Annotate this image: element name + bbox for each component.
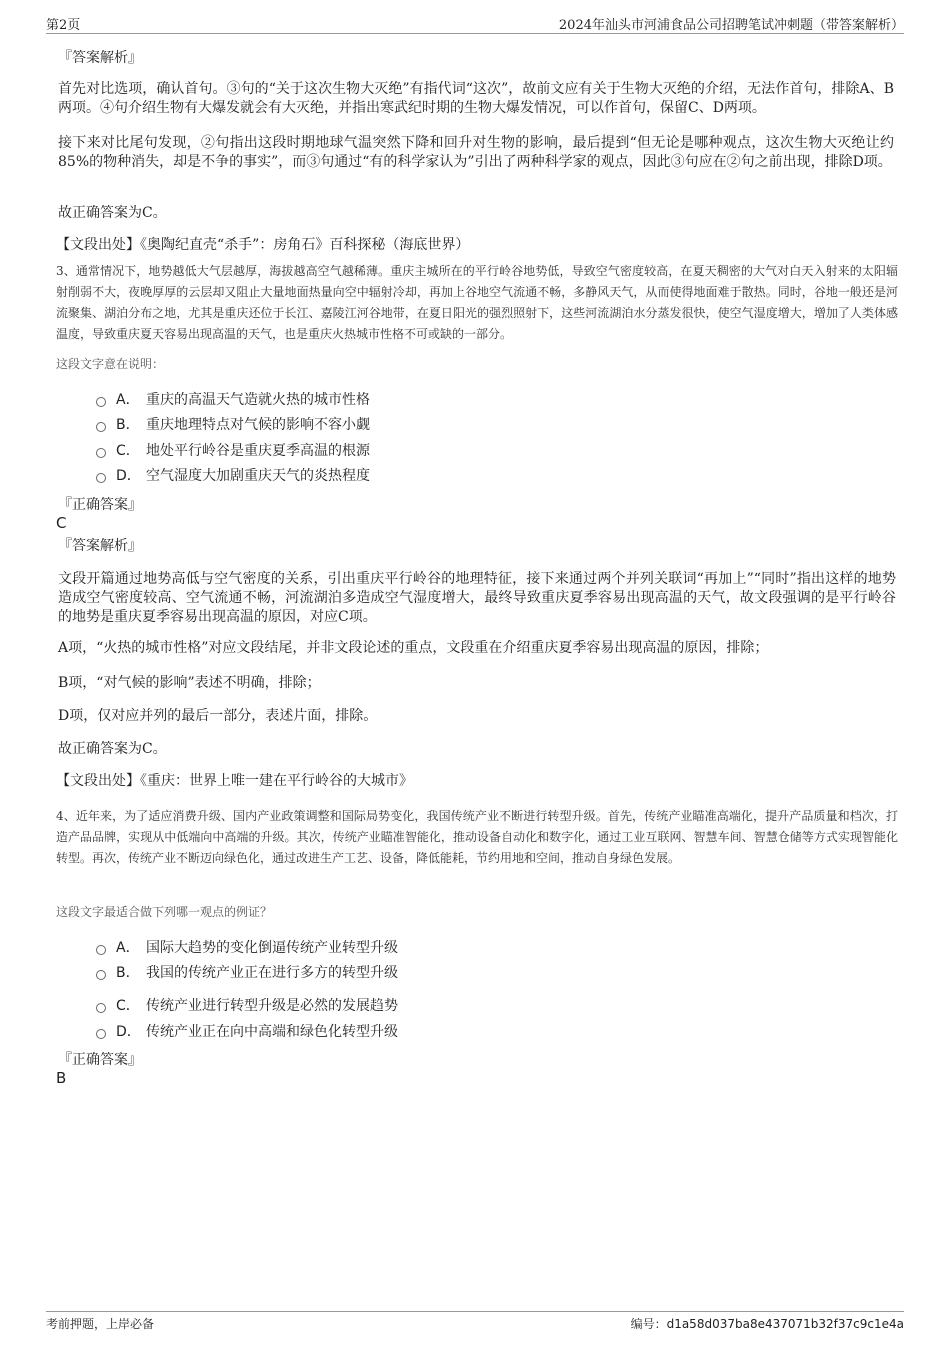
option-key: A． (116, 940, 140, 956)
q3-option-a[interactable] (96, 389, 370, 411)
q2-analysis-p2: 接下来对比尾句发现，②句指出这段时期地球气温突然下降和回升对生物的影响，最后提到“但无论是哪种观点，这次生物大灭绝让约85%的物种消失，却是不争的事实”，而③句通过“有的科学家认为”引出了两种科学家的观点，因此③句应在②句之前出现，排除D项。 (58, 135, 894, 170)
option-text: 地处平行岭谷是重庆夏季高温的根源 (146, 443, 370, 459)
q3-answer: C (56, 514, 67, 532)
radio-icon[interactable] (96, 1003, 106, 1013)
q2-analysis-label: 『答案解析』 (58, 50, 142, 66)
q4-option-c[interactable] (96, 995, 398, 1017)
option-key: C． (116, 443, 140, 459)
option-text: 我国的传统产业正在进行多方的转型升级 (146, 965, 398, 981)
q2-conclusion: 故正确答案为C。 (58, 205, 167, 221)
q2-analysis-p1: 首先对比选项，确认首句。③句的“关于这次生物大灭绝”有指代词“这次”，故前文应有关于生物大灭绝的介绍，无法作首句，排除A、B两项。④句介绍生物有大爆发就会有大灭绝，并指出寒武纪时期的生物大爆发情况，可以作首句，保留C、D两项。 (58, 81, 894, 116)
option-text: 重庆地理特点对气候的影响不容小觑 (146, 417, 370, 433)
q4-question-text: 4、近年来，为了适应消费升级、国内产业政策调整和国际局势变化，我国传统产业不断进行转型升级。首先，传统产业瞄准高端化，提升产品质量和档次，打造产品品牌，实现从中低端向中高端的升级。其次，传统产业瞄准智能化，推动设备自动化和数字化，通过工业互联网、智慧车间、智慧仓储等方式实现智能化转型。再次，传统产业不断迈向绿色化，通过改进生产工艺、设备，降低能耗，节约用地和空间，推动自身绿色发展。 (56, 809, 898, 865)
option-key: A． (116, 392, 140, 408)
q4-answer: B (56, 1069, 67, 1087)
option-text: 传统产业进行转型升级是必然的发展趋势 (146, 998, 398, 1014)
q4-option-d[interactable] (96, 1021, 398, 1043)
radio-icon[interactable] (96, 970, 106, 980)
q3-analysis-p3: B项，“对气候的影响”表述不明确，排除； (58, 675, 321, 691)
q3-question-text: 3、通常情况下，地势越低大气层越厚，海拔越高空气越稀薄。重庆主城所在的平行岭谷地势低，导致空气密度较高，在夏天稠密的大气对白天入射来的太阳辐射削弱不大，夜晚厚厚的云层却又阻止大量地面热量向空中辐射冷却，再加上谷地空气流通不畅，多静风天气，从而使得地面难于散热。同时，谷地一般还是河流聚集、湖泊分布之地，尤其是重庆还位于长江、嘉陵江河谷地带，在夏日阳光的强烈照射下，这些河流湖泊水分蒸发很快，使空气湿度增大，增加了人类体感温度，导致重庆夏天容易出现高温的天气，也是重庆火热城市性格不可或缺的一部分。 (56, 264, 898, 341)
q4-answer-label: 『正确答案』 (58, 1052, 142, 1068)
q3-answer-label: 『正确答案』 (58, 497, 142, 513)
radio-icon[interactable] (96, 945, 106, 955)
radio-icon[interactable] (96, 473, 106, 483)
q4-option-a[interactable] (96, 937, 398, 959)
q3-analysis-label: 『答案解析』 (58, 538, 142, 554)
q2-source: 【文段出处】《奥陶纪直壳“杀手”：房角石》百科探秘（海底世界） (56, 237, 470, 253)
option-key: C． (116, 998, 140, 1014)
q3-option-d[interactable] (96, 465, 370, 487)
q3-option-b[interactable] (96, 414, 370, 436)
option-key: B． (116, 417, 140, 433)
footer-slogan: 考前押题，上岸必备 (46, 1317, 155, 1331)
q3-analysis-p4: D项，仅对应并列的最后一部分，表述片面，排除。 (58, 708, 378, 724)
q3-analysis-p2: A项，“火热的城市性格”对应文段结尾，并非文段论述的重点，文段重在介绍重庆夏季容易出现高温的原因，排除； (58, 640, 769, 656)
option-text: 国际大趋势的变化倒逼传统产业转型升级 (146, 940, 398, 956)
radio-icon[interactable] (96, 1029, 106, 1039)
q3-conclusion: 故正确答案为C。 (58, 741, 167, 757)
page-number: 第2页 (46, 18, 81, 33)
document-title: 2024年汕头市河浦食品公司招聘笔试冲刺题（带答案解析） (558, 18, 904, 33)
document-id-label: 编号： (630, 1317, 667, 1331)
option-text: 空气湿度大加剧重庆天气的炎热程度 (146, 468, 370, 484)
option-key: D． (116, 468, 141, 484)
option-key: B． (116, 965, 140, 981)
q3-analysis-p1: 文段开篇通过地势高低与空气密度的关系，引出重庆平行岭谷的地理特征，接下来通过两个并列关联词“再加上”“同时”指出这样的地势造成空气密度较高、空气流通不畅，河流湖泊多造成空气湿度增大，最终导致重庆夏季容易出现高温的天气，故文段强调的是平行岭谷的地势是重庆夏季容易出现高温的原因，对应C项。 (58, 571, 896, 625)
page-header (46, 14, 904, 34)
option-key: D． (116, 1024, 141, 1040)
q4-ask: 这段文字最适合做下列哪一观点的例证？ (56, 905, 273, 919)
option-text: 重庆的高温天气造就火热的城市性格 (146, 392, 370, 408)
radio-icon[interactable] (96, 422, 106, 432)
document-id (631, 1315, 904, 1332)
q3-source: 【文段出处】《重庆：世界上唯一建在平行岭谷的大城市》 (56, 773, 413, 789)
document-id-value: d1a58d037ba8e437071b32f37c9c1e4a (666, 1317, 904, 1331)
q3-option-c[interactable] (96, 440, 370, 462)
option-text: 传统产业正在向中高端和绿色化转型升级 (146, 1024, 398, 1040)
q3-ask: 这段文字意在说明： (56, 357, 165, 371)
q4-option-b[interactable] (96, 962, 398, 984)
radio-icon[interactable] (96, 448, 106, 458)
page-footer (46, 1311, 904, 1331)
radio-icon[interactable] (96, 397, 106, 407)
